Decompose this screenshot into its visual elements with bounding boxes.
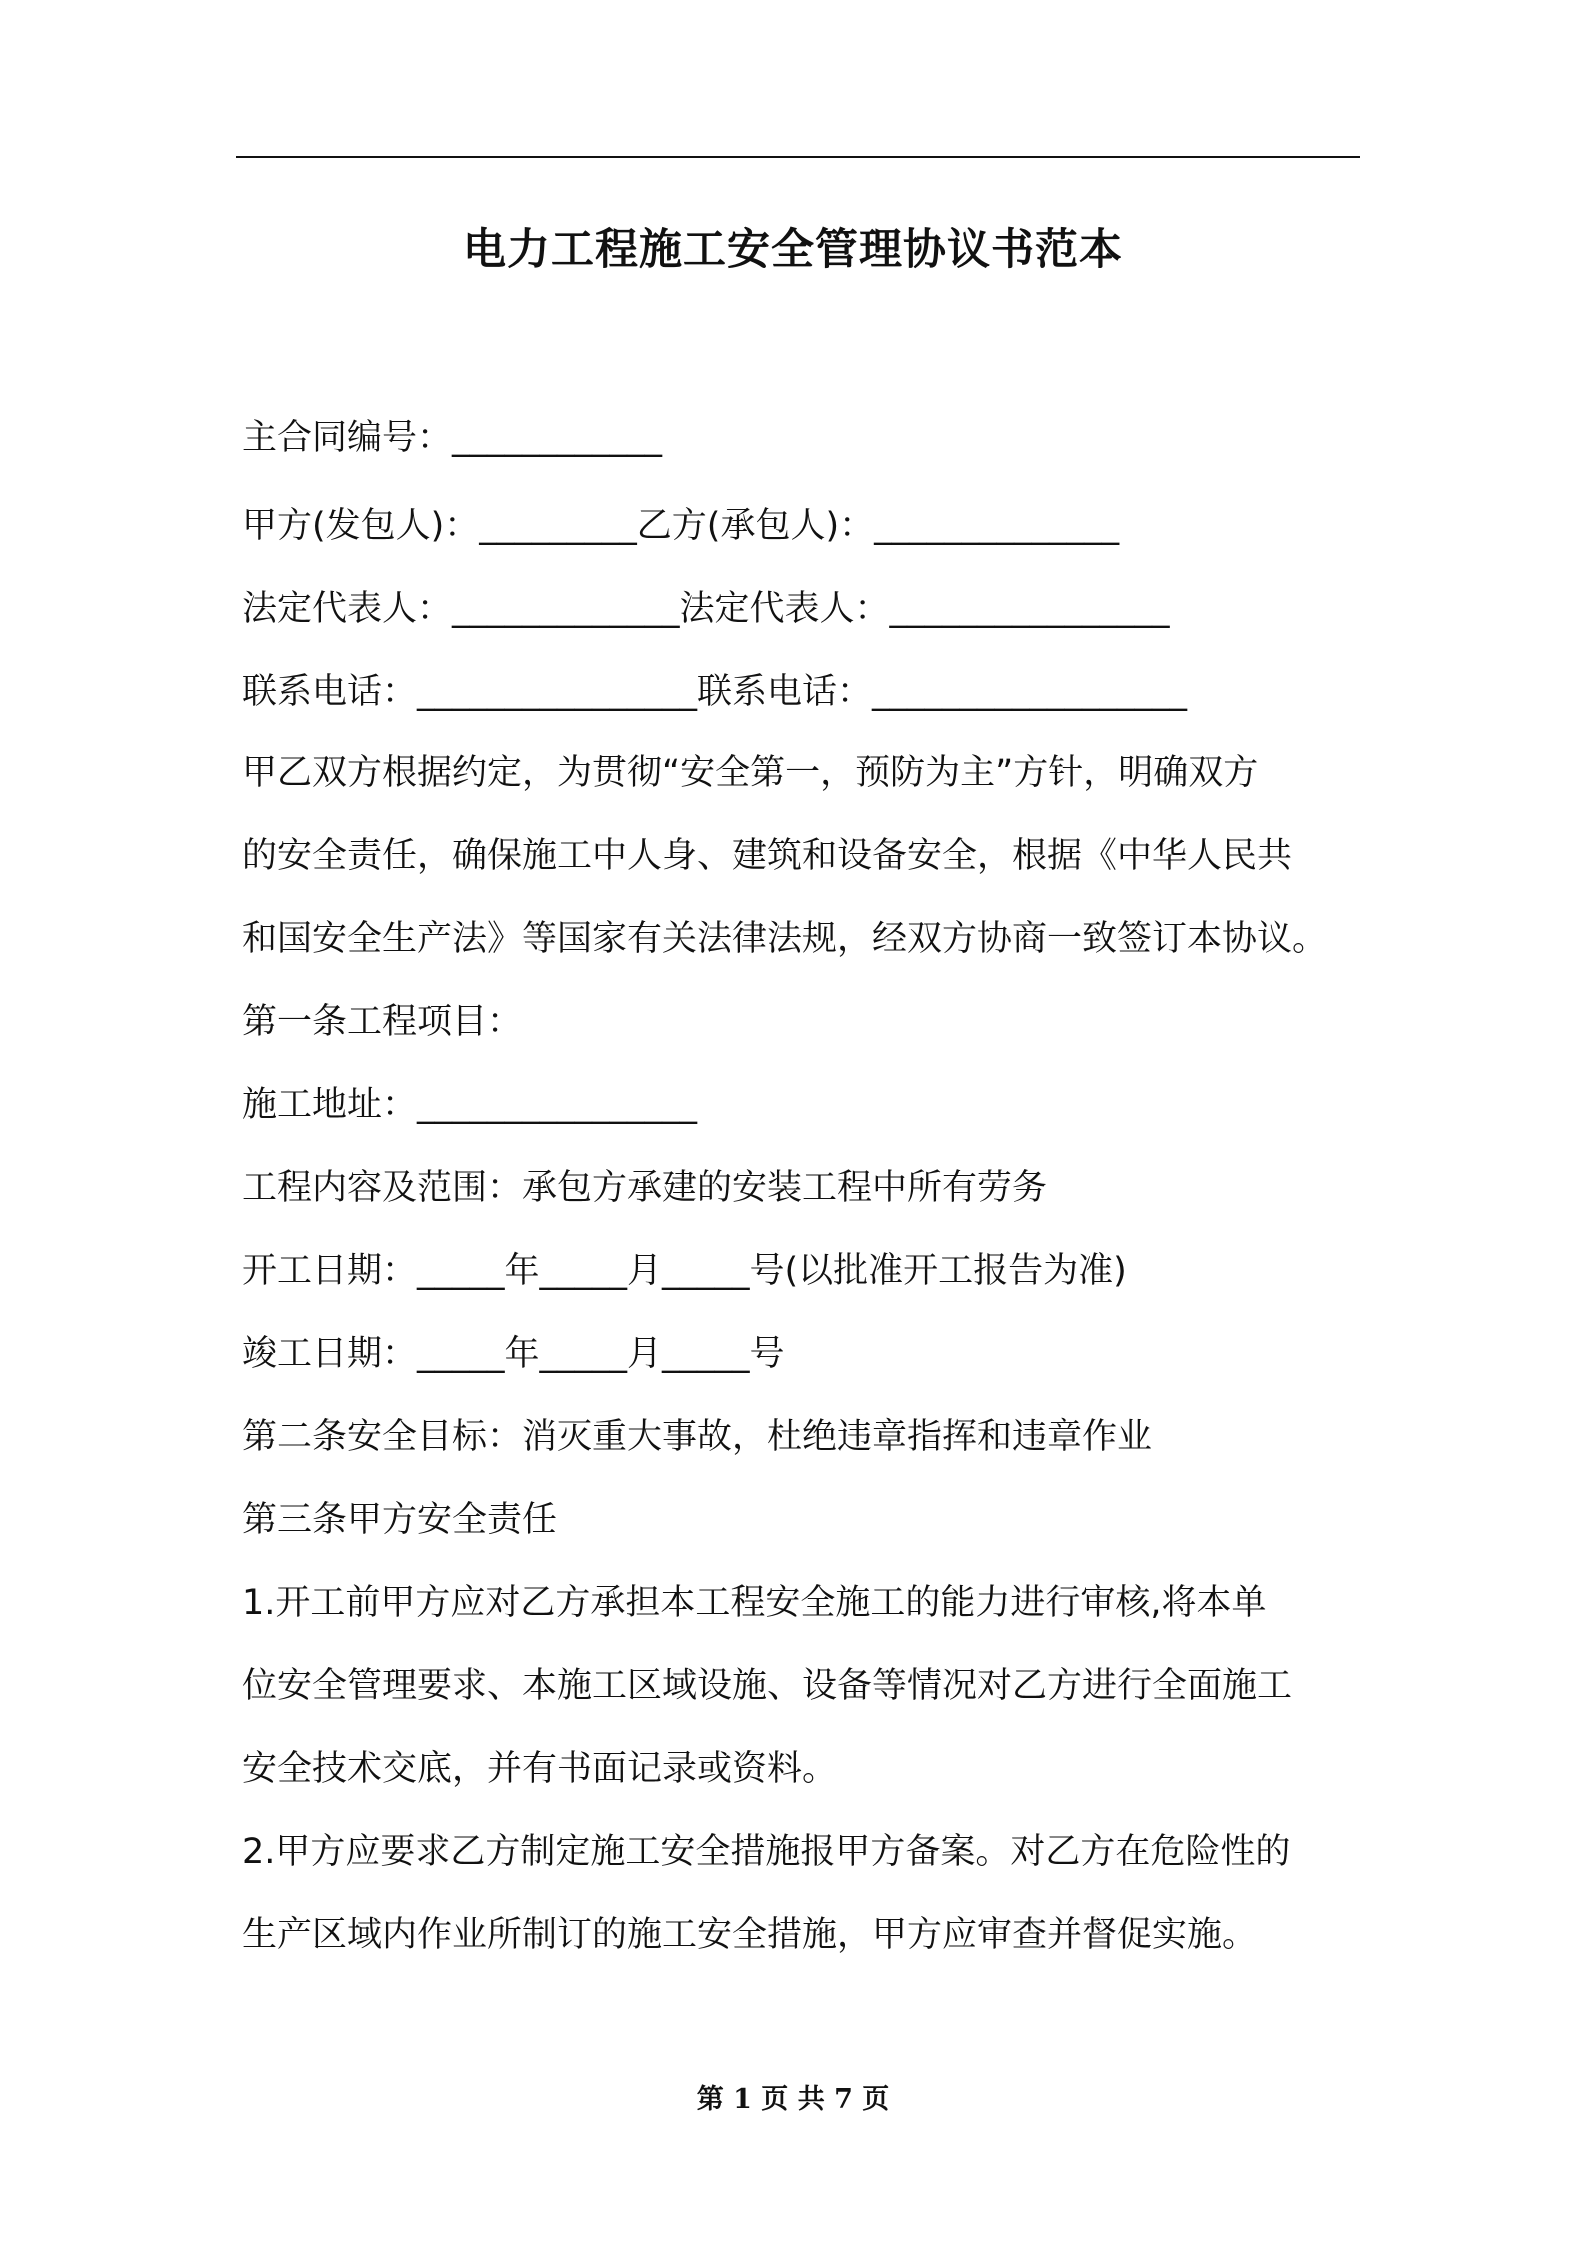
clause-1-line-1: 1.开工前甲方应对乙方承担本工程安全施工的能力进行审核,将本单: [242, 1583, 1267, 1623]
start-date-line: 开工日期：_____年_____月_____号(以批准开工报告为准): [242, 1251, 1127, 1291]
parties-line: 甲方(发包人)：_________乙方(承包人)：______________: [242, 506, 1120, 546]
page-footer: 第 1 页 共 7 页: [696, 2084, 890, 2115]
document-title: 电力工程施工安全管理协议书范本: [463, 225, 1123, 275]
preamble-line-1: 甲乙双方根据约定，为贯彻“安全第一，预防为主”方针，明确双方: [242, 753, 1259, 793]
clause-2-line-1: 2.甲方应要求乙方制定施工安全措施报甲方备案。对乙方在危险性的: [242, 1832, 1291, 1872]
preamble-line-2: 的安全责任，确保施工中人身、建筑和设备安全，根据《中华人民共: [242, 836, 1293, 876]
header-rule: [236, 156, 1360, 158]
article-1-heading: 第一条工程项目：: [242, 1002, 523, 1042]
clause-2-line-2: 生产区域内作业所制订的施工安全措施，甲方应审查并督促实施。: [242, 1915, 1258, 1955]
site-address-line: 施工地址：________________: [242, 1085, 698, 1125]
legal-representative-line: 法定代表人：_____________法定代表人：________________: [242, 589, 1170, 629]
contact-phone-line: 联系电话：________________联系电话：__________________: [242, 672, 1188, 712]
scope-line: 工程内容及范围：承包方承建的安装工程中所有劳务: [242, 1168, 1048, 1208]
completion-date-line: 竣工日期：_____年_____月_____号: [242, 1334, 785, 1374]
clause-1-line-3: 安全技术交底，并有书面记录或资料。: [242, 1749, 838, 1789]
article-2-line: 第二条安全目标：消灭重大事故，杜绝违章指挥和违章作业: [242, 1417, 1153, 1457]
contract-number-line: 主合同编号：____________: [242, 418, 663, 458]
preamble-line-3: 和国安全生产法》等国家有关法律法规，经双方协商一致签订本协议。: [242, 919, 1328, 959]
clause-1-line-2: 位安全管理要求、本施工区域设施、设备等情况对乙方进行全面施工: [242, 1666, 1293, 1706]
article-3-heading: 第三条甲方安全责任: [242, 1500, 558, 1540]
